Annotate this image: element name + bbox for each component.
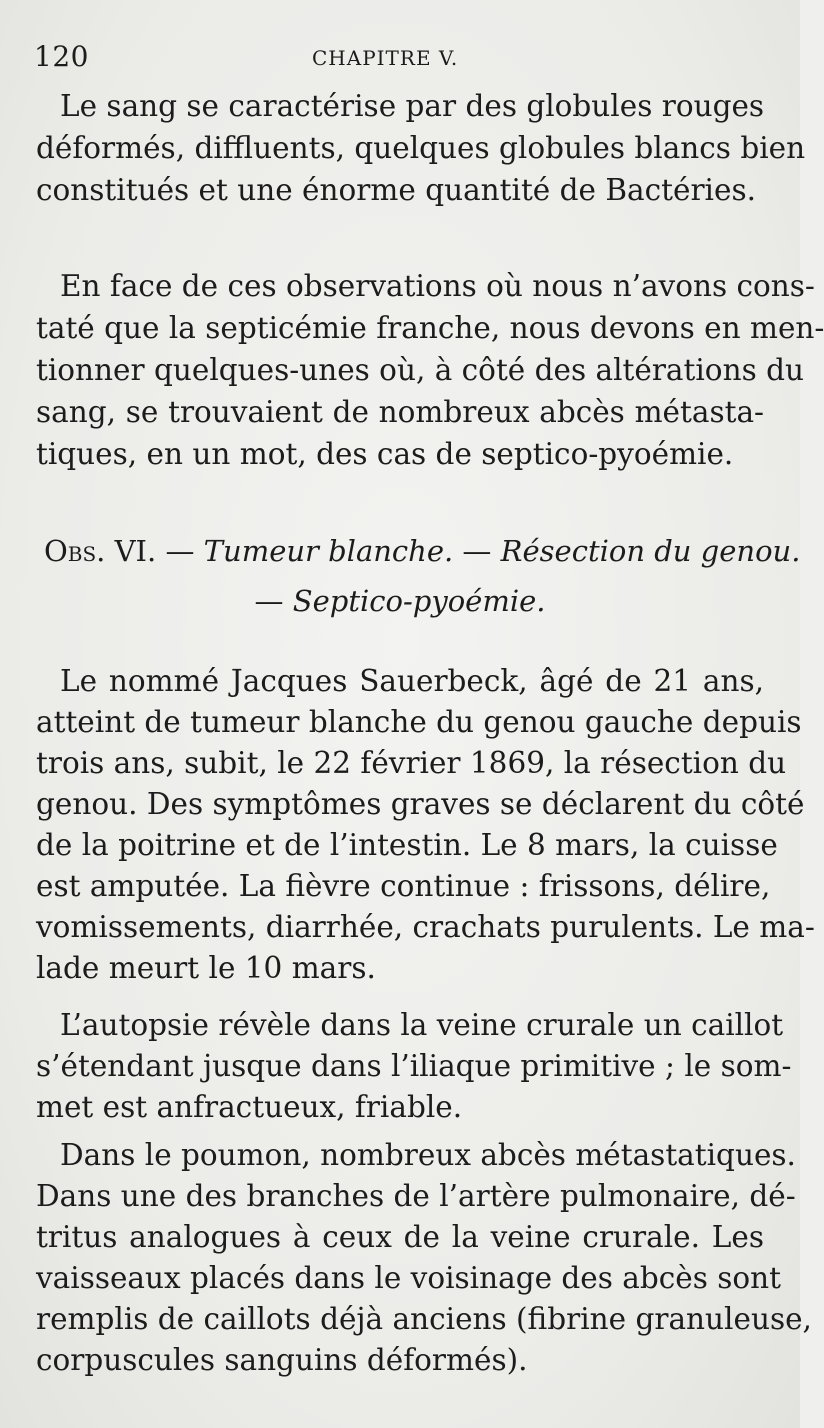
text-line: de la poitrine et de l’intestin. Le 8 mars, la cuisse [36, 828, 778, 862]
text-line: tritus analogues à ceux de la veine crurale. Les [36, 1220, 764, 1254]
text-line: remplis de caillots déjà anciens (fibrine granuleuse, [36, 1302, 812, 1336]
observation-label: Obs. VI. [44, 534, 157, 568]
text-line: déformés, diffluents, quelques globules blancs bien [36, 131, 806, 165]
text-line: corpuscules sanguins déformés). [36, 1343, 528, 1377]
text-line: genou. Des symptômes graves se déclarent du côté [36, 787, 805, 821]
text-line: En face de ces observations où nous n’avons cons- [60, 269, 815, 303]
text-line: met est anfractueux, friable. [36, 1090, 463, 1124]
text-line: Le sang se caractérise par des globules rouges [60, 89, 765, 123]
text-line: taté que la septicémie franche, nous devons en men- [36, 311, 824, 345]
text-line: tiques, en un mot, des cas de septico-pyoémie. [36, 437, 734, 471]
observation-heading [44, 530, 801, 572]
observation-title-c: Septico-pyoémie. [292, 584, 546, 618]
text-line: Dans une des branches de l’artère pulmonaire, dé- [36, 1179, 796, 1213]
text-line: sang, se trouvaient de nombreux abcès métasta- [36, 395, 764, 429]
text-line: trois ans, subit, le 22 février 1869, la résection du [36, 746, 787, 780]
text-line: Le nommé Jacques Sauerbeck, âgé de 21 ans, [60, 664, 764, 698]
dash: — [453, 534, 501, 568]
text-line: tionner quelques-unes où, à côté des altérations du [36, 353, 804, 387]
text-line: est amputée. La fièvre continue : frissons, délire, [36, 869, 771, 903]
page-header [30, 40, 770, 80]
dash: — [254, 584, 293, 618]
page-number: 120 [34, 40, 89, 73]
text-line: Dans le poumon, nombreux abcès métastatiques. [60, 1138, 796, 1172]
observation-title-a: Tumeur blanche. [203, 534, 454, 568]
text-line: atteint de tumeur blanche du genou gauche depuis [36, 705, 802, 739]
text-line: vomissements, diarrhée, crachats purulents. Le ma- [36, 910, 815, 944]
observation-subheading [36, 580, 764, 622]
text-line: vaisseaux placés dans le voisinage des abcès sont [36, 1261, 782, 1295]
dash: — [156, 534, 204, 568]
text-line: constitués et une énorme quantité de Bactéries. [36, 173, 756, 207]
text-line: s’étendant jusque dans l’iliaque primitive ; le som- [36, 1049, 792, 1083]
observation-title-b: Résection du genou. [500, 534, 801, 568]
text-line: lade meurt le 10 mars. [36, 951, 376, 985]
running-head: CHAPITRE V. [312, 46, 459, 70]
text-line: L’autopsie révèle dans la veine crurale un caillot [60, 1008, 784, 1042]
